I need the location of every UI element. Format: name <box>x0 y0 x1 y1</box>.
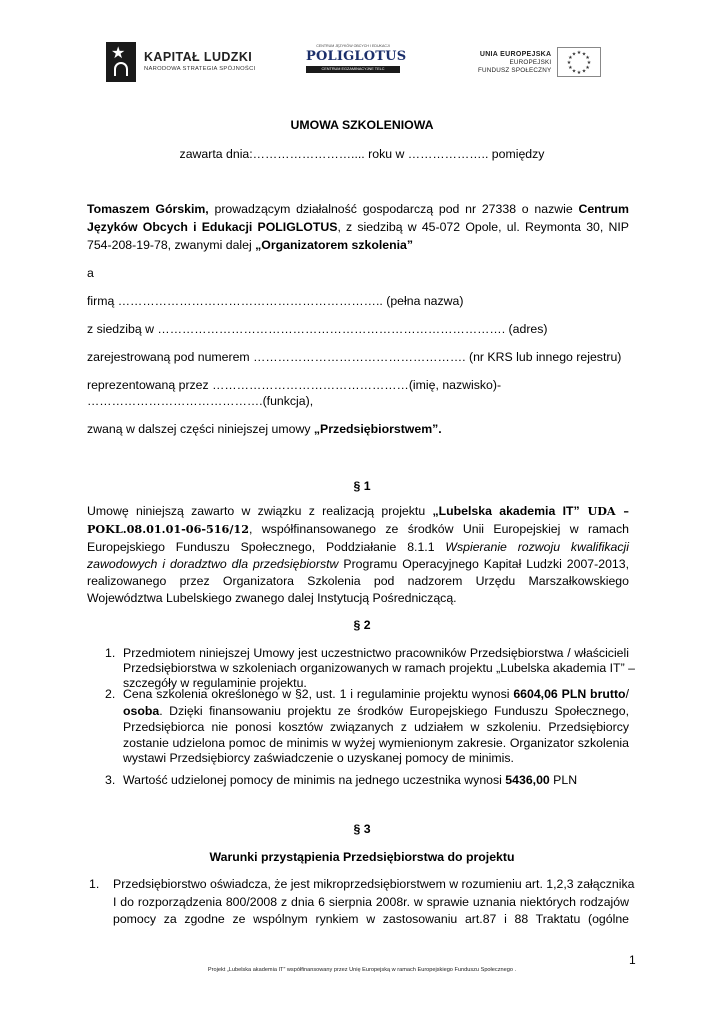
party1-line2: Języków Obcych i Edukacji POLIGLOTUS, z siedzibą w 45-072 Opole, ul. Reymonta 30, NIP <box>87 220 629 234</box>
eu-logo <box>478 42 601 82</box>
and-word: a <box>87 266 94 280</box>
poliglotus-logo <box>306 44 407 80</box>
s3-item1-line1: Przedsiębiorstwo oświadcza, że jest mikroprzedsiębiorstwem w rozumieniu art. 1,2,3 załącznika <box>113 877 635 891</box>
svg-text:★: ★ <box>572 51 577 58</box>
s3-item1-line2: I do rozporządzenia 800/2008 z dnia 6 sierpnia 2008r. w sprawie uznania niektórych rodzajów <box>113 895 629 909</box>
firm-line: firmą ……………………………………………………….. (pełna nazwa) <box>87 294 464 308</box>
section1-heading: § 1 <box>353 479 371 493</box>
section3-subheading: Warunki przystąpienia Przedsiębiorstwa do projektu <box>209 850 515 864</box>
footer-text: Projekt „Lubelska akademia IT” współfinansowany przez Unię Europejską w ramach Europejskiego Funduszu Społecznego . <box>207 967 517 973</box>
s1-line2: POKL.08.01.01-06-516/12, współfinansowanego ze środków Unii Europejskiej w ramach <box>87 522 629 536</box>
eu-line2: EUROPEJSKI <box>509 58 552 66</box>
s1-line4: zawodowych i doradztwo dla przedsiębiorstw Programu Operacyjnego Kapitał Ludzki 2007-2013, <box>87 557 630 571</box>
svg-text:★: ★ <box>582 68 587 75</box>
kapital-ludzki-logo <box>106 40 255 84</box>
svg-text:★: ★ <box>587 60 592 66</box>
s1-line6: Województwa Lubelskiego zwanego dalej Instytucją Pośredniczącą. <box>87 591 457 605</box>
kapital-ludzki-emblem-icon: ★ <box>106 42 136 82</box>
kapital-ludzki-title: KAPITAŁ LUDZKI <box>144 50 253 64</box>
s3-item1-line3: pomocy za zgodne ze wspólnym rynkiem w zastosowaniu art.87 i 88 Traktatu (ogólne <box>113 912 629 926</box>
svg-text:★: ★ <box>585 65 591 71</box>
party1-line1: Tomaszem Górskim, prowadzącym działalność gospodarczą pod nr 27338 o nazwie Centrum <box>87 202 629 216</box>
svg-text:★: ★ <box>568 65 574 71</box>
s2-item2-line4: zostanie udzielona pomoc de minimis w wyżej wymienionym zakresie. Organizator szkolenia <box>123 736 629 750</box>
s2-item2-line5: wystawi Przedsiębiorcy zaświadczenie o uzyskanej pomocy de minimis. <box>123 751 514 765</box>
s1-line5: realizowanego przez Organizatora Szkolenia pod nadzorem Urzędu Marszałkowskiego <box>87 574 629 588</box>
s2-item2-line1: Cena szkolenia określonego w §2, ust. 1 i regulaminie projektu wynosi 6604,06 PLN brutto/ <box>123 687 629 701</box>
poliglotus-top-text: CENTRUM JĘZYKÓW OBCYCH I EDUKACJI <box>316 44 390 48</box>
concluded-line: zawarta dnia:…………………….... roku w ……………….. pomiędzy <box>179 147 545 161</box>
eu-flag-icon <box>557 47 601 77</box>
represented-line1: reprezentowaną przez …………………………………………(imię, nazwisko)- <box>87 378 502 392</box>
s2-item2-line2: osoba. Dzięki finansowaniu projektu ze środków Europejskiego Funduszu Społecznego, <box>123 704 629 718</box>
registered-line: zarejestrowaną pod numerem ……………………………………………. (nr KRS lub innego rejestru) <box>87 350 622 364</box>
document-title: UMOWA SZKOLENIOWA <box>290 118 434 132</box>
svg-text:★: ★ <box>568 55 574 61</box>
svg-text:★: ★ <box>577 50 582 56</box>
seat-line: z siedzibą w …………………………………………………………………………. (adres) <box>87 322 548 336</box>
kapital-ludzki-subtitle: NARODOWA STRATEGIA SPÓJNOŚCI <box>144 66 256 72</box>
poliglotus-bar-text: CENTRUM EGZAMINACYJNE TELC <box>306 66 400 73</box>
party1-line3: 754-208-19-78, zwanymi dalej „Organizatorem szkolenia” <box>87 238 414 252</box>
s2-item1-line1: Przedmiotem niniejszej Umowy jest uczestnictwo pracowników Przedsiębiorstwa / właścicieli <box>123 646 629 660</box>
svg-text:★: ★ <box>577 70 582 76</box>
s2-item1-number: 1. <box>105 646 116 660</box>
s2-item3-line: Wartość udzielonej pomocy de minimis na jednego uczestnika wynosi 5436,00 PLN <box>123 773 578 787</box>
svg-text:★: ★ <box>585 55 591 61</box>
svg-text:★: ★ <box>582 51 587 58</box>
svg-text:★: ★ <box>567 60 572 66</box>
s2-item1-line3: szczegóły w regulaminie projektu. <box>123 676 307 690</box>
svg-text:★: ★ <box>572 68 577 75</box>
s3-item1-number: 1. <box>89 877 100 891</box>
poliglotus-name: POLIGLOTUS <box>306 49 407 64</box>
eu-line3: FUNDUSZ SPOŁECZNY <box>478 66 552 74</box>
called-line: zwaną w dalszej części niniejszej umowy „Przedsiębiorstwem”. <box>87 422 442 436</box>
s2-item1-line2: Przedsiębiorstwa w szkoleniach organizowanych w ramach projektu „Lubelska akademia IT” – <box>123 661 635 675</box>
section3-heading: § 3 <box>353 822 371 836</box>
represented-line2: …………………………………….(funkcja), <box>87 394 314 408</box>
section2-heading: § 2 <box>353 618 371 632</box>
s1-line3: Europejskiego Funduszu Społecznego, Poddziałanie 8.1.1 Wspieranie rozwoju kwalifikacji <box>87 540 629 554</box>
page-number: 1 <box>629 953 636 967</box>
s1-line1: Umowę niniejszą zawarto w związku z realizacją projektu „Lubelska akademia IT” UDA – <box>87 504 629 518</box>
s2-item2-number: 2. <box>105 687 116 701</box>
s2-item2-line3: Przedsiębiorca nie ponosi kosztów związanych z udziałem w szkoleniu. Przedsiębiorcy <box>123 720 629 734</box>
s2-item3-number: 3. <box>105 773 116 787</box>
eu-line1: UNIA EUROPEJSKA <box>479 50 552 58</box>
